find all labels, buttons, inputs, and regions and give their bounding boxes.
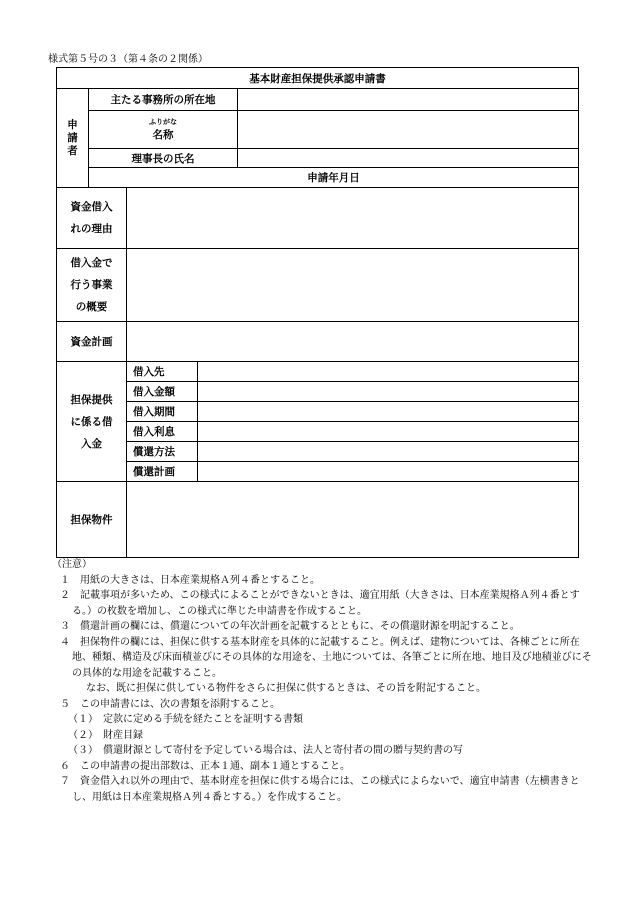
office-address-field[interactable] bbox=[238, 89, 579, 111]
application-form bbox=[56, 67, 578, 558]
applicant-group-label: 申 請 者 bbox=[57, 89, 89, 188]
note-item: １ 用紙の大きさは、日本産業規格Ａ列４番とすること。 bbox=[60, 574, 320, 586]
office-address-label: 主たる事務所の所在地 bbox=[89, 89, 238, 111]
name-field[interactable] bbox=[238, 111, 579, 149]
name-label-cell bbox=[89, 111, 238, 149]
application-table bbox=[56, 67, 579, 558]
note-subitem: （２） 財産目録 bbox=[68, 729, 143, 741]
collateral-property-label: 担保物件 bbox=[57, 482, 127, 558]
note-item: ６ この申請書の提出部数は、正本１通、副本１通とすること。 bbox=[60, 760, 350, 772]
note-item: ７ 資金借入れ以外の理由で、基本財産を担保に供する場合には、この様式によらないで、適宜申請書（左横書きとし、用紙は日本産業規格Ａ列４番とする。）を作成すること。 bbox=[60, 776, 580, 803]
loan-period-label: 借入期間 bbox=[127, 402, 198, 422]
funding-plan-label: 資金計画 bbox=[57, 322, 127, 362]
funding-plan-field[interactable] bbox=[127, 322, 579, 362]
note-subitem: （３） 償還財源として寄付を予定している場合は、法人と寄付者の間の贈与契約書の写 bbox=[68, 745, 463, 756]
loan-period-field[interactable] bbox=[198, 402, 579, 422]
furigana-label: ふりがな bbox=[149, 117, 177, 126]
note-item: ２ 記載事項が多いため、この様式によることができないときは、適宜用紙（大きさは、日本産業規格Ａ列４番とする。）の枚数を増加し、この様式に準じた申請書を作成すること。 bbox=[60, 590, 580, 617]
loan-reason-field[interactable] bbox=[127, 188, 579, 249]
collateral-loan-label: 担保提供 に係る借 入金 bbox=[57, 362, 127, 482]
loan-amount-label: 借入金額 bbox=[127, 382, 198, 402]
repayment-method-label: 償還方法 bbox=[127, 442, 198, 462]
repayment-plan-label: 償還計画 bbox=[127, 462, 198, 482]
collateral-property-field[interactable] bbox=[127, 482, 579, 558]
project-outline-label: 借入金で 行う事業 の概要 bbox=[57, 249, 127, 322]
notes-section bbox=[52, 557, 592, 805]
note-item: ５ この申請書には、次の書類を添附すること。 bbox=[60, 698, 280, 710]
repayment-plan-field[interactable] bbox=[198, 462, 579, 482]
loan-lender-field[interactable] bbox=[198, 362, 579, 382]
note-subitem: （１） 定款に定める手続を経たことを証明する書類 bbox=[68, 714, 303, 725]
loan-interest-label: 借入利息 bbox=[127, 422, 198, 442]
project-outline-field[interactable] bbox=[127, 249, 579, 322]
application-date-label: 申請年月日 bbox=[89, 168, 579, 188]
note-item: ３ 償還計画の欄には、償還についての年次計画を記載するとともに、その償還財源を明記すること。 bbox=[60, 621, 520, 632]
note-item: なお、既に担保に供している物件をさらに担保に供するときは、その旨を附記すること。 bbox=[86, 683, 486, 694]
loan-reason-label: 資金借入 れの理由 bbox=[57, 188, 127, 249]
form-number-label: 様式第５号の３（第４条の２関係） bbox=[48, 54, 208, 65]
name-label: 名称 bbox=[152, 128, 174, 141]
director-name-field[interactable] bbox=[238, 149, 579, 168]
loan-interest-field[interactable] bbox=[198, 422, 579, 442]
note-item: ４ 担保物件の欄には、担保に供する基本財産を具体的に記載すること。例えば、建物については、各棟ごとに所在地、種類、構造及び床面積並びにその具体的な用途を、土地については、各筆ごとに所在地、地目及び地積並びにその具体的な用途を記載すること。 bbox=[60, 636, 592, 679]
notes-heading: （注意） bbox=[52, 559, 92, 570]
director-name-label: 理事長の氏名 bbox=[89, 149, 238, 168]
loan-lender-label: 借入先 bbox=[127, 362, 198, 382]
loan-amount-field[interactable] bbox=[198, 382, 579, 402]
form-title: 基本財産担保提供承認申請書 bbox=[57, 68, 579, 89]
repayment-method-field[interactable] bbox=[198, 442, 579, 462]
